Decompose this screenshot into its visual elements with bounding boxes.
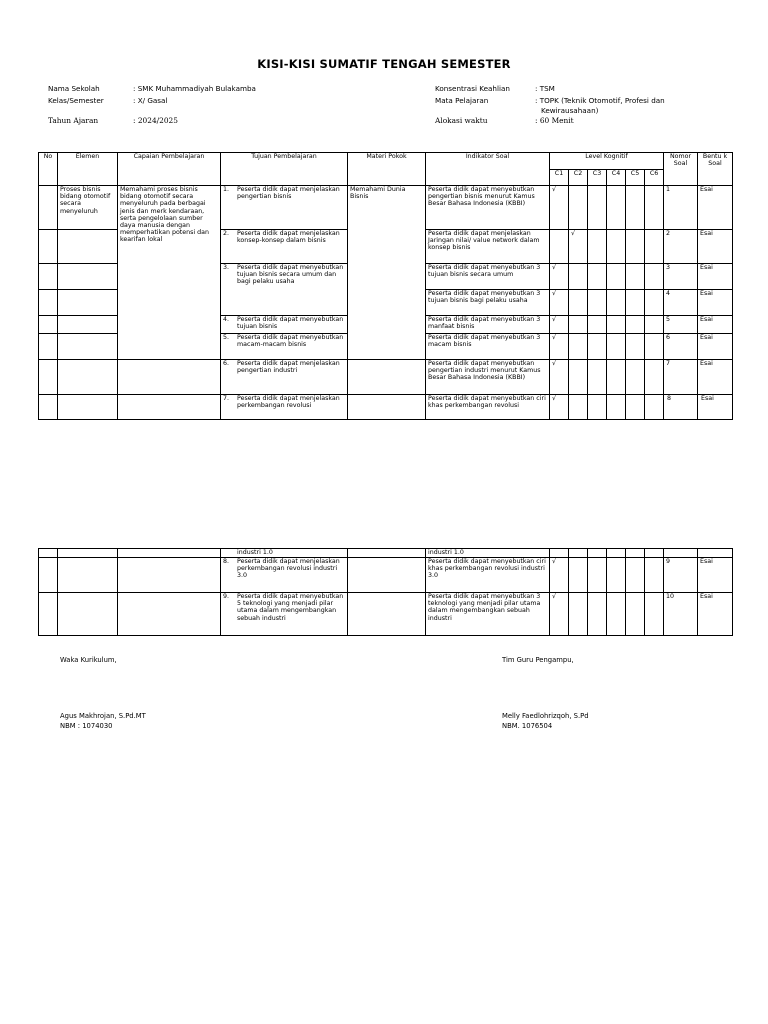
tp-text: Peserta didik dapat menjelaskan perkembangan revolusi industri 3.0: [237, 558, 340, 580]
cell-c1: √: [550, 558, 569, 593]
cell-c2: [569, 334, 588, 360]
cell-no: [39, 186, 58, 230]
cell-tujuan: [221, 593, 348, 636]
cell-c3: [588, 360, 607, 395]
cell-elemen: [58, 264, 118, 290]
cell-elemen: [58, 230, 118, 264]
cell-c6: [645, 264, 664, 290]
cell-c4: [607, 264, 626, 290]
cell-c2: [569, 593, 588, 636]
cell-nomor: 3: [664, 264, 698, 290]
cell-nomor: 5: [664, 316, 698, 334]
cell-materi: [348, 593, 426, 636]
cell-c3: [588, 316, 607, 334]
tp-text: Peserta didik dapat menyebutkan 5 teknologi yang menjadi pilar utama dalam mengembangkan sebuah industri: [237, 593, 344, 622]
cell-indikator: Peserta didik dapat menyebutkan 3 teknologi yang menjadi pilar utama dalam mengembangkan sebuah industri: [426, 593, 550, 636]
tp-number: 2.: [223, 230, 230, 237]
cell-c4: [607, 334, 626, 360]
cell-elemen: [58, 558, 118, 593]
cell-c3: [588, 290, 607, 316]
cell-c1: [550, 230, 569, 264]
header-tujuan: Tujuan Pembelajaran: [221, 153, 348, 186]
value-konsentrasi: : TSM: [535, 84, 555, 93]
cell-elemen: Proses bisnis bidang otomotif secara menyeluruh: [58, 186, 118, 230]
cell-no: [39, 360, 58, 395]
cell-no: [39, 395, 58, 420]
cell-c6: [645, 290, 664, 316]
cell-c3: [588, 186, 607, 230]
header-nomor: Nomor Soal: [664, 153, 698, 186]
header-level: Level Kognitif: [550, 153, 664, 170]
cell-c6: [645, 186, 664, 230]
cell-c4: [607, 558, 626, 593]
cell-materi: [348, 395, 426, 420]
value-mapel: : TOPK (Teknik Otomotif, Profesi dan: [535, 96, 665, 105]
header-c6: C6: [645, 170, 664, 186]
label-mapel: Mata Pelajaran: [435, 96, 489, 105]
cell-c5: [626, 334, 645, 360]
header-c1: C1: [550, 170, 569, 186]
cell-indikator: Peserta didik dapat menyebutkan 3 macam bisnis: [426, 334, 550, 360]
cell-indikator: Peserta didik dapat menyebutkan ciri khas perkembangan revolusi: [426, 395, 550, 420]
header-c2: C2: [569, 170, 588, 186]
cell-nomor: 8: [664, 395, 698, 420]
cell-bentuk: Esai: [698, 186, 733, 230]
cell-indikator: Peserta didik dapat menyebutkan pengertian bisnis menurut Kamus Besar Bahasa Indonesia (KBBI): [426, 186, 550, 230]
cell-c5: [626, 264, 645, 290]
cell-capaian: [118, 395, 221, 420]
cell-capaian: [118, 549, 221, 558]
cell-c2: √: [569, 230, 588, 264]
cell-c6: [645, 549, 664, 558]
cell-elemen: [58, 549, 118, 558]
cell-nomor: 4: [664, 290, 698, 316]
cell-c3: [588, 264, 607, 290]
cell-c4: [607, 360, 626, 395]
cell-materi: [348, 549, 426, 558]
cell-c3: [588, 558, 607, 593]
cell-bentuk: Esai: [698, 316, 733, 334]
kisi-kisi-table-continued: [38, 548, 733, 636]
tp-number: 8.: [223, 558, 230, 565]
cell-c2: [569, 549, 588, 558]
header-no: No: [39, 153, 58, 186]
cell-bentuk: Esai: [698, 360, 733, 395]
value-year: : 2024/2025: [133, 116, 178, 125]
signature-right-id: NBM. 1076504: [502, 722, 553, 730]
cell-nomor: [664, 549, 698, 558]
kisi-kisi-table: [38, 152, 733, 420]
cell-nomor: 9: [664, 558, 698, 593]
cell-c1: √: [550, 360, 569, 395]
cell-c1: [550, 549, 569, 558]
document-title: KISI-KISI SUMATIF TENGAH SEMESTER: [257, 57, 511, 71]
cell-elemen: [58, 334, 118, 360]
table-row: [39, 549, 733, 558]
cell-elemen: [58, 395, 118, 420]
cell-tujuan: [221, 316, 348, 334]
tp-number: 5.: [223, 334, 230, 341]
cell-no: [39, 558, 58, 593]
cell-indikator: Peserta didik dapat menyebutkan 3 tujuan bisnis bagi pelaku usaha: [426, 290, 550, 316]
signature-left-title: Waka Kurikulum,: [60, 656, 117, 664]
cell-c6: [645, 558, 664, 593]
signature-left-name: Agus Makhrojan, S.Pd.MT: [60, 712, 146, 720]
tp-text: Peserta didik dapat menyebutkan macam-macam bisnis: [237, 334, 344, 349]
cell-c1: √: [550, 264, 569, 290]
tp-text: Peserta didik dapat menyebutkan tujuan bisnis secara umum dan bagi pelaku usaha: [237, 264, 344, 286]
cell-c4: [607, 593, 626, 636]
cell-c3: [588, 593, 607, 636]
tp-number: 3.: [223, 264, 230, 271]
cell-c6: [645, 360, 664, 395]
cell-c2: [569, 290, 588, 316]
label-year: Tahun Ajaran: [48, 116, 99, 125]
tp-number: 4.: [223, 316, 230, 323]
cell-bentuk: [698, 549, 733, 558]
cell-c4: [607, 230, 626, 264]
cell-c6: [645, 334, 664, 360]
cell-c3: [588, 334, 607, 360]
cell-elemen: [58, 290, 118, 316]
cell-c1: √: [550, 593, 569, 636]
cell-indikator: industri 1.0: [426, 549, 550, 558]
cell-c5: [626, 316, 645, 334]
tp-text: Peserta didik dapat menjelaskan pengertian bisnis: [237, 186, 340, 201]
cell-tujuan: [221, 264, 348, 316]
cell-capaian: [118, 593, 221, 636]
cell-capaian: [118, 360, 221, 395]
cell-elemen: [58, 360, 118, 395]
cell-nomor: 10: [664, 593, 698, 636]
value-mapel-cont: Kewirausahaan): [541, 106, 599, 115]
cell-c1: √: [550, 186, 569, 230]
cell-c6: [645, 230, 664, 264]
label-school: Nama Sekolah: [48, 84, 100, 93]
header-elemen: Elemen: [58, 153, 118, 186]
cell-indikator: Peserta didik dapat menyebutkan pengertian industri menurut Kamus Besar Bahasa Indonesia (KBBI): [426, 360, 550, 395]
cell-c5: [626, 186, 645, 230]
table-row: [39, 395, 733, 420]
cell-c4: [607, 316, 626, 334]
label-alokasi: Alokasi waktu: [435, 116, 488, 125]
cell-capaian: Memahami proses bisnis bidang otomotif secara menyeluruh pada berbagai jenis dan merk kendaraan, serta pengelolaan sumber daya manusia dengan memperhatikan potensi dan kearifan lokal: [118, 186, 221, 360]
header-c4: C4: [607, 170, 626, 186]
cell-c5: [626, 558, 645, 593]
header-bentuk: Bentu k Soal: [698, 153, 733, 186]
header-c5: C5: [626, 170, 645, 186]
cell-elemen: [58, 316, 118, 334]
cell-bentuk: Esai: [698, 395, 733, 420]
cell-tujuan: [221, 360, 348, 395]
cell-indikator: Peserta didik dapat menjelaskan Jaringan nilai/ value network dalam konsep bisnis: [426, 230, 550, 264]
cell-c5: [626, 360, 645, 395]
cell-tujuan: [221, 395, 348, 420]
cell-c5: [626, 549, 645, 558]
cell-c6: [645, 395, 664, 420]
tp-text: Peserta didik dapat menjelaskan perkembangan revolusi: [237, 395, 340, 410]
cell-no: [39, 549, 58, 558]
tp-number: 9.: [223, 593, 230, 600]
cell-c1: √: [550, 290, 569, 316]
cell-c4: [607, 186, 626, 230]
tp-text: Peserta didik dapat menjelaskan konsep-konsep dalam bisnis: [237, 230, 340, 245]
cell-c5: [626, 290, 645, 316]
header-c3: C3: [588, 170, 607, 186]
cell-c5: [626, 395, 645, 420]
tp-number: 1.: [223, 186, 230, 193]
cell-c1: √: [550, 395, 569, 420]
label-konsentrasi: Konsentrasi Keahlian: [435, 84, 510, 93]
cell-tujuan: [221, 558, 348, 593]
cell-bentuk: Esai: [698, 290, 733, 316]
tp-text: industri 1.0: [237, 549, 273, 556]
signature-right-name: Melly Faedlohrizqoh, S.Pd: [502, 712, 589, 720]
cell-c1: √: [550, 316, 569, 334]
value-school: : SMK Muhammadiyah Bulakamba: [133, 84, 256, 93]
cell-materi: [348, 558, 426, 593]
table-row: [39, 593, 733, 636]
signature-left-id: NBM : 1074030: [60, 722, 113, 730]
cell-no: [39, 316, 58, 334]
cell-c2: [569, 558, 588, 593]
tp-text: Peserta didik dapat menjelaskan pengertian industri: [237, 360, 340, 375]
cell-no: [39, 264, 58, 290]
cell-c4: [607, 290, 626, 316]
cell-no: [39, 230, 58, 264]
cell-c2: [569, 186, 588, 230]
cell-no: [39, 593, 58, 636]
cell-c5: [626, 593, 645, 636]
cell-nomor: 7: [664, 360, 698, 395]
tp-text: Peserta didik dapat menyebutkan tujuan bisnis: [237, 316, 344, 331]
cell-tujuan: [221, 549, 348, 558]
cell-c3: [588, 230, 607, 264]
label-class: Kelas/Semester: [48, 96, 104, 105]
cell-indikator: Peserta didik dapat menyebutkan 3 manfaat bisnis: [426, 316, 550, 334]
cell-c2: [569, 264, 588, 290]
signature-right-title: Tim Guru Pengampu,: [502, 656, 574, 664]
header-capaian: Capaian Pembelajaran: [118, 153, 221, 186]
cell-indikator: Peserta didik dapat menyebutkan ciri khas perkembangan revolusi industri 3.0: [426, 558, 550, 593]
table-row: [39, 558, 733, 593]
cell-nomor: 2: [664, 230, 698, 264]
cell-no: [39, 290, 58, 316]
cell-c6: [645, 316, 664, 334]
cell-c4: [607, 395, 626, 420]
tp-number: 6.: [223, 360, 230, 367]
cell-bentuk: Esai: [698, 230, 733, 264]
header-materi: Materi Pokok: [348, 153, 426, 186]
cell-nomor: 6: [664, 334, 698, 360]
value-alokasi: : 60 Menit: [535, 116, 574, 125]
cell-bentuk: Esai: [698, 334, 733, 360]
cell-c4: [607, 549, 626, 558]
cell-c1: √: [550, 334, 569, 360]
cell-bentuk: Esai: [698, 593, 733, 636]
cell-c2: [569, 360, 588, 395]
cell-bentuk: Esai: [698, 558, 733, 593]
table-row: [39, 186, 733, 230]
cell-c5: [626, 230, 645, 264]
value-class: : X/ Gasal: [133, 96, 168, 105]
cell-bentuk: Esai: [698, 264, 733, 290]
cell-c2: [569, 316, 588, 334]
cell-nomor: 1: [664, 186, 698, 230]
cell-materi: [348, 360, 426, 395]
cell-tujuan: [221, 334, 348, 360]
cell-indikator: Peserta didik dapat menyebutkan 3 tujuan bisnis secara umum: [426, 264, 550, 290]
table-row: [39, 360, 733, 395]
cell-c3: [588, 395, 607, 420]
cell-tujuan: [221, 186, 348, 230]
cell-c2: [569, 395, 588, 420]
header-indikator: Indikator Soal: [426, 153, 550, 186]
cell-c3: [588, 549, 607, 558]
cell-no: [39, 334, 58, 360]
cell-materi: Memahami Dunia Bisnis: [348, 186, 426, 360]
tp-number: 7.: [223, 395, 230, 402]
cell-elemen: [58, 593, 118, 636]
cell-capaian: [118, 558, 221, 593]
cell-c6: [645, 593, 664, 636]
cell-tujuan: [221, 230, 348, 264]
